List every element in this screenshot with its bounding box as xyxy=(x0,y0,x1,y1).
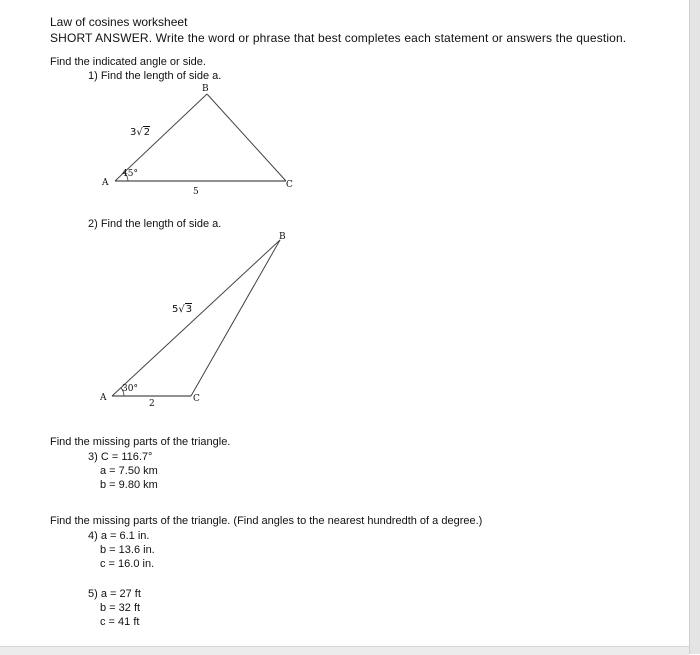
angle-a-label-1: 45° xyxy=(122,169,138,179)
problem4-line2: b = 13.6 in. xyxy=(100,544,155,556)
side-ab-label-1: 3√2 xyxy=(130,127,151,138)
angle-a-label-2: 30° xyxy=(122,384,138,394)
vertex-a-2: A xyxy=(100,393,107,403)
problem3-line3: b = 9.80 km xyxy=(100,479,158,491)
side-ac-label-1: 5 xyxy=(193,187,199,197)
section3-heading: Find the missing parts of the triangle. (Find angles to the nearest hundredth of a degree.) xyxy=(50,515,483,527)
vertex-c-2: C xyxy=(193,394,200,404)
section1-heading: Find the indicated angle or side. xyxy=(50,56,206,68)
vertex-b-1: B xyxy=(202,84,209,94)
problem5-line1: 5) a = 27 ft xyxy=(88,588,141,600)
side-ac-label-2: 2 xyxy=(149,399,155,409)
problem4-line3: c = 16.0 in. xyxy=(100,558,155,570)
vertex-c-1: C xyxy=(286,180,293,190)
side-ab-line-2 xyxy=(112,240,280,396)
problem3-line1: 3) C = 116.7° xyxy=(88,451,153,463)
vertex-a-1: A xyxy=(102,178,109,188)
problem5-line3: c = 41 ft xyxy=(100,616,140,628)
side-ab-label-2: 5√3 xyxy=(172,304,193,315)
problem5-line2: b = 32 ft xyxy=(100,602,141,614)
side-bc-line-2 xyxy=(191,240,280,396)
problem2-prompt: 2) Find the length of side a. xyxy=(88,218,222,230)
problem3-line2: a = 7.50 km xyxy=(100,465,158,477)
worksheet-title: Law of cosines worksheet xyxy=(50,15,188,29)
vertex-b-2: B xyxy=(279,232,286,242)
section2-heading: Find the missing parts of the triangle. xyxy=(50,436,231,448)
instructions: SHORT ANSWER. Write the word or phrase that best completes each statement or answers the question. xyxy=(50,31,627,45)
problem4-line1: 4) a = 6.1 in. xyxy=(88,530,150,542)
problem1-prompt: 1) Find the length of side a. xyxy=(88,70,222,82)
